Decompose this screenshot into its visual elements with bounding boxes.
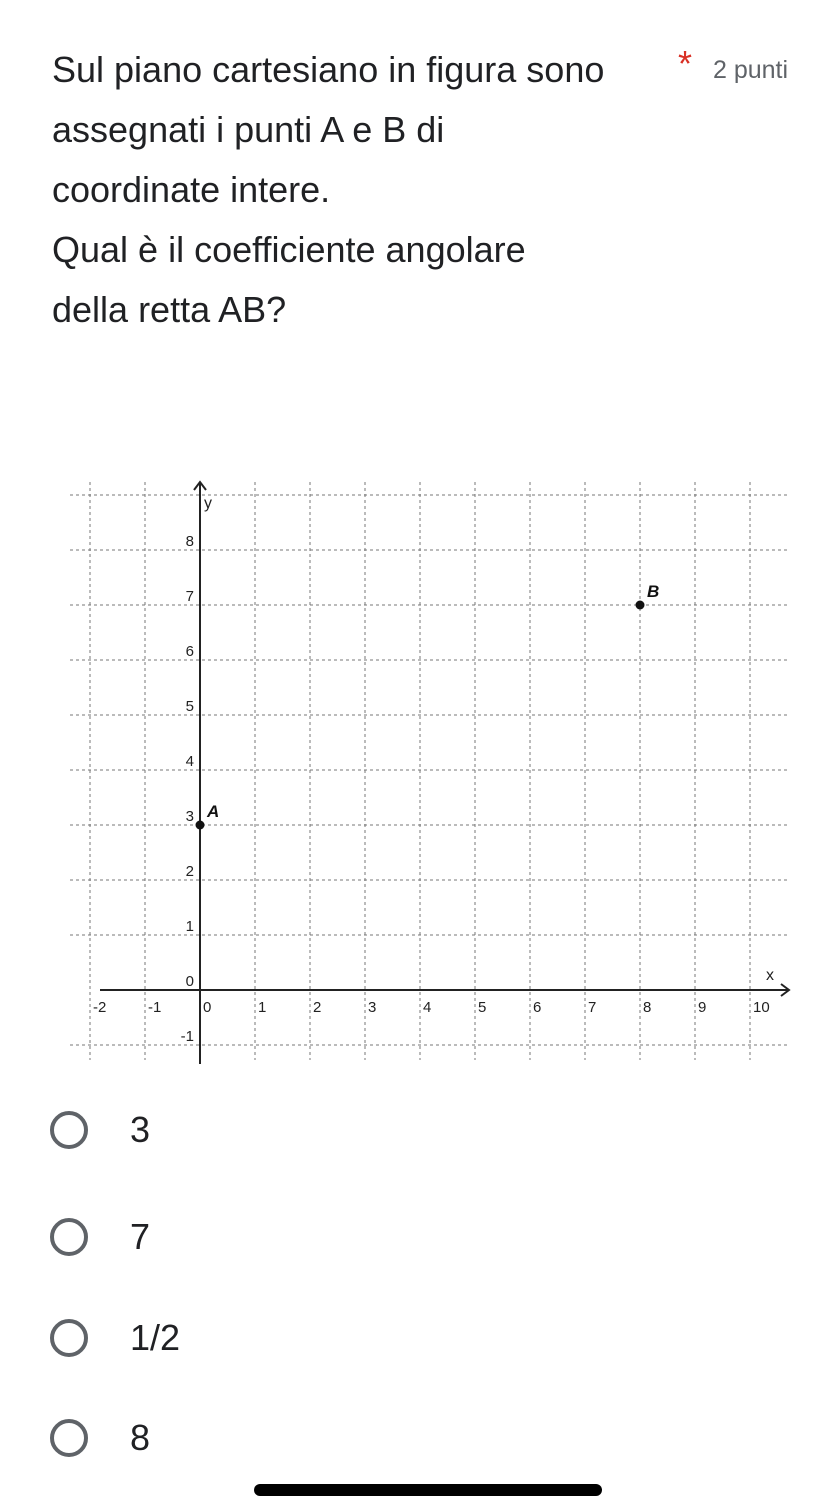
y-tick-label: 7 — [185, 588, 194, 605]
y-tick-label: 2 — [185, 863, 194, 880]
x-tick-label: 10 — [753, 999, 770, 1016]
x-tick-label: 7 — [588, 999, 597, 1016]
option-1[interactable] — [50, 1100, 550, 1160]
points-label: 2 punti — [713, 56, 789, 84]
cartesian-plane-figure — [0, 470, 831, 1080]
question-line: coordinate intere. — [52, 169, 331, 210]
x-tick-label: 2 — [313, 999, 322, 1016]
x-axis-label: x — [766, 967, 774, 984]
y-tick-label: 8 — [185, 533, 194, 550]
radio-circle-icon[interactable] — [50, 1218, 88, 1256]
x-tick-label: 0 — [203, 999, 212, 1016]
x-tick-label: 4 — [423, 999, 432, 1016]
y-tick-label: 6 — [185, 643, 194, 660]
x-tick-label: 8 — [643, 999, 652, 1016]
x-tick-label: 1 — [258, 999, 267, 1016]
question-line: Sul piano cartesiano in figura sono — [52, 49, 605, 90]
y-tick-label: 0 — [185, 973, 194, 990]
chart-svg — [0, 470, 831, 1080]
radio-circle-icon[interactable] — [50, 1419, 88, 1457]
option-label: 7 — [130, 1216, 151, 1257]
option-4[interactable] — [50, 1408, 550, 1468]
question-line: assegnati i punti A e B di — [52, 109, 445, 150]
x-tick-label: -1 — [148, 999, 162, 1016]
required-asterisk: * — [678, 43, 693, 84]
x-tick-label: 9 — [698, 999, 707, 1016]
home-indicator[interactable] — [254, 1484, 602, 1496]
option-label: 3 — [130, 1109, 151, 1150]
option-label: 8 — [130, 1417, 151, 1458]
question-line: Qual è il coefficiente angolare — [52, 229, 526, 270]
y-tick-label: 3 — [185, 808, 194, 825]
x-tick-label: 6 — [533, 999, 542, 1016]
y-tick-label: 5 — [185, 698, 194, 715]
x-tick-label: 5 — [478, 999, 487, 1016]
point-marker-b — [636, 601, 645, 610]
x-tick-label: 3 — [368, 999, 377, 1016]
x-tick-label: -2 — [93, 999, 107, 1016]
option-label: 1/2 — [130, 1317, 181, 1358]
y-tick-label: -1 — [180, 1028, 194, 1045]
radio-circle-icon[interactable] — [50, 1319, 88, 1357]
point-label-b: B — [647, 582, 660, 601]
question-line: della retta AB? — [52, 289, 287, 330]
question-text — [52, 40, 702, 340]
option-3[interactable] — [50, 1308, 550, 1368]
y-axis-label: y — [204, 495, 212, 512]
point-label-a: A — [207, 802, 220, 821]
y-tick-label: 4 — [185, 753, 194, 770]
radio-circle-icon[interactable] — [50, 1111, 88, 1149]
point-marker-a — [196, 821, 205, 830]
option-2[interactable] — [50, 1207, 550, 1267]
y-tick-label: 1 — [185, 918, 194, 935]
